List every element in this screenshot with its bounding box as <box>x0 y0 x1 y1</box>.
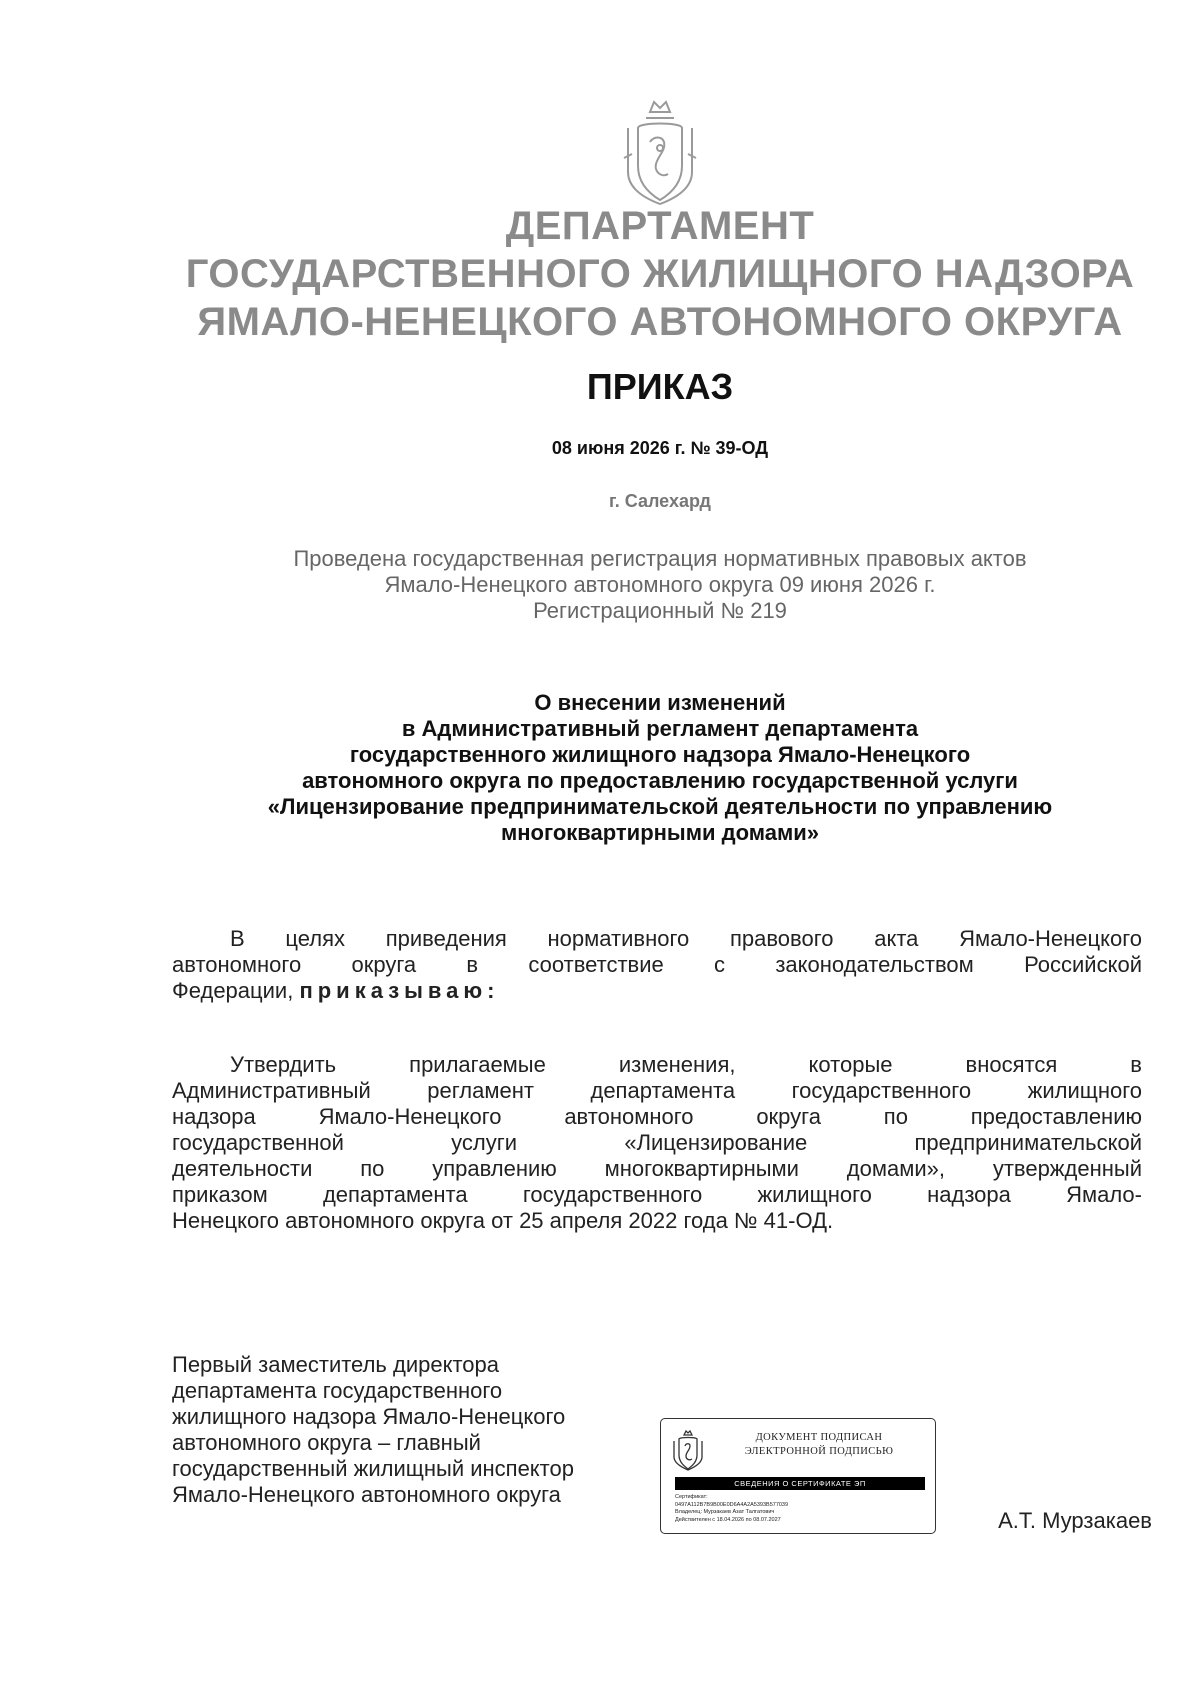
registration-note <box>150 546 1170 624</box>
paragraph-line: приказом департамента государственного жилищного надзора Ямало- <box>172 1182 1142 1207</box>
paragraph-line: Утвердить прилагаемые изменения, которые вносятся в <box>230 1052 1142 1077</box>
department-name-line3: ЯМАЛО-НЕНЕЦКОГО АВТОНОМНОГО ОКРУГА <box>197 300 1123 344</box>
certificate-owner: Владелец: Мурзакаев Азат Талгатович <box>675 1509 775 1515</box>
preamble-paragraph <box>172 926 1142 1004</box>
stamp-title-line: ДОКУМЕНТ ПОДПИСАН <box>755 1432 883 1443</box>
registration-line: Проведена государственная регистрация нормативных правовых актов <box>293 546 1027 571</box>
document-title <box>150 690 1170 846</box>
position-line: департамента государственного <box>172 1378 503 1403</box>
title-line: в Административный регламент департамента <box>401 716 919 741</box>
stamp-certificate-info <box>675 1494 925 1524</box>
paragraph-line: надзора Ямало-Ненецкого автономного округа по предоставлению <box>172 1104 1142 1129</box>
stamp-certificate-header: СВЕДЕНИЯ О СЕРТИФИКАТЕ ЭП <box>675 1477 925 1490</box>
title-line: О внесении изменений <box>534 690 786 715</box>
position-line: автономного округа – главный <box>172 1430 481 1455</box>
paragraph-line: В целях приведения нормативного правового акта Ямало-Ненецкого <box>230 926 1142 951</box>
paragraph-line: деятельности по управлению многоквартирными домами», утвержденный <box>172 1156 1142 1181</box>
title-line: «Лицензирование предпринимательской деятельности по управлению <box>267 794 1053 819</box>
paragraph-line <box>172 978 1142 1004</box>
order-keyword: приказываю: <box>299 978 500 1003</box>
department-name-line1: ДЕПАРТАМЕНТ <box>505 204 815 248</box>
signer-position <box>172 1352 672 1508</box>
paragraph-line: Административный регламент департамента государственного жилищного <box>172 1078 1142 1103</box>
paragraph-text: Федерации, <box>172 978 300 1003</box>
registration-line: Регистрационный № 219 <box>533 598 787 623</box>
paragraph-line: автономного округа в соответствие с законодательством Российской <box>172 952 1142 977</box>
position-line: жилищного надзора Ямало-Ненецкого <box>172 1404 566 1429</box>
order-paragraph <box>172 1052 1142 1234</box>
title-line: многоквартирными домами» <box>500 820 820 845</box>
position-line: Ямало-Ненецкого автономного округа <box>172 1482 561 1507</box>
department-name-line2: ГОСУДАРСТВЕННОГО ЖИЛИЩНОГО НАДЗОРА <box>185 252 1135 296</box>
paragraph-line: государственной услуги «Лицензирование предпринимательской <box>172 1130 1142 1155</box>
position-line: государственный жилищный инспектор <box>172 1456 574 1481</box>
registration-line: Ямало-Ненецкого автономного округа 09 июня 2026 г. <box>384 572 936 597</box>
title-line: автономного округа по предоставлению государственной услуги <box>302 768 1018 793</box>
stamp-title <box>719 1431 919 1459</box>
certificate-label: Сертификат: <box>675 1494 708 1500</box>
title-line: государственного жилищного надзора Ямало-Ненецкого <box>349 742 971 767</box>
paragraph-line: Ненецкого автономного округа от 25 апреля 2022 года № 41-ОД. <box>172 1208 834 1233</box>
document-city: г. Салехард <box>609 491 711 511</box>
coat-of-arms-icon <box>671 1429 705 1471</box>
certificate-number: 0497A112B7B9B00E0D6A4A2A5393B577039 <box>675 1501 789 1508</box>
stamp-title-line: ЭЛЕКТРОННОЙ ПОДПИСЬЮ <box>744 1446 894 1457</box>
document-type: ПРИКАЗ <box>586 366 734 407</box>
position-line: Первый заместитель директора <box>172 1352 499 1377</box>
certificate-validity: Действителен с 18.04.2026 по 08.07.2027 <box>675 1516 781 1523</box>
coat-of-arms-icon <box>616 98 704 208</box>
signer-name: А.Т. Мурзакаев <box>998 1508 1152 1533</box>
document-date-number: 08 июня 2026 г. № 39-ОД <box>551 438 769 458</box>
electronic-signature-stamp <box>660 1418 936 1534</box>
